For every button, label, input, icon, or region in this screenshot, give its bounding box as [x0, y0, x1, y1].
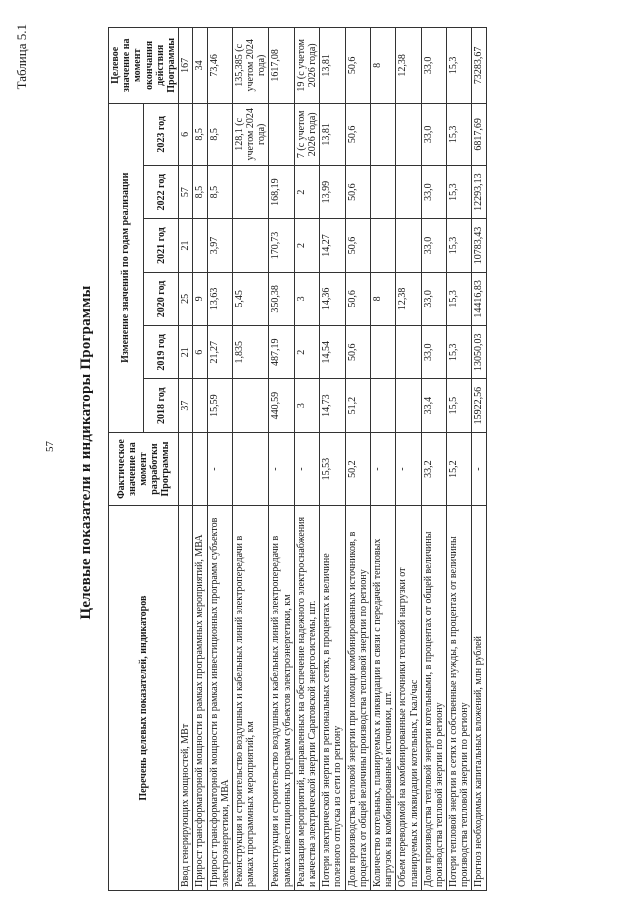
value-cell-y2019: 2 [294, 326, 319, 379]
value-cell-y2022: 168,19 [269, 165, 294, 218]
value-cell-y2020: 14416,83 [472, 272, 486, 325]
value-cell-y2020: 50,6 [345, 272, 370, 325]
value-cell-y2018: 51,2 [345, 379, 370, 432]
indicator-name-cell: Потери электрической энергии в региональных сетях, в процентах к величине полезного отпуска из сети по региону [320, 506, 345, 891]
value-cell-y2022: 8,5 [193, 165, 207, 218]
value-cell-target: 12,38 [396, 28, 421, 104]
value-cell-target: 167 [179, 28, 193, 104]
value-cell-y2020: 13,63 [207, 272, 232, 325]
value-cell-target: 33,0 [421, 28, 446, 104]
table-row [179, 28, 193, 891]
table-row [193, 28, 207, 891]
value-cell-y2022 [396, 165, 421, 218]
value-cell-actual: - [269, 432, 294, 505]
value-cell-y2023: 8,5 [207, 103, 232, 165]
header-indicator: Перечень целевых показателей, индикаторов [109, 506, 179, 891]
value-cell-target: 8 [370, 28, 395, 104]
value-cell-y2019: 13050,03 [472, 326, 486, 379]
value-cell-actual: - [396, 432, 421, 505]
value-cell-y2019: 50,6 [345, 326, 370, 379]
value-cell-y2020: 25 [179, 272, 193, 325]
value-cell-actual [232, 432, 269, 505]
value-cell-actual: - [207, 432, 232, 505]
value-cell-y2019: 33,0 [421, 326, 446, 379]
value-cell-y2019: 15,3 [447, 326, 472, 379]
value-cell-y2021 [193, 219, 207, 272]
value-cell-actual: - [294, 432, 319, 505]
indicator-name-cell: Объем переводимой на комбинированные источники тепловой нагрузки от планируемых к ликвидации котельных, Гкал/час [396, 506, 421, 891]
value-cell-y2018: 440,59 [269, 379, 294, 432]
indicator-name-cell: Реализация мероприятий, направленных на обеспечение надежного электроснабжения и качества электрической энергии Саратовской энергосистемы, шт. [294, 506, 319, 891]
value-cell-y2021: 21 [179, 219, 193, 272]
table-body [179, 28, 487, 891]
value-cell-y2023: 128,1 (с учетом 2024 года) [232, 103, 269, 165]
value-cell-y2023: 6817,69 [472, 103, 486, 165]
value-cell-y2023 [269, 103, 294, 165]
value-cell-y2022: 33,0 [421, 165, 446, 218]
value-cell-y2021 [396, 219, 421, 272]
value-cell-actual [179, 432, 193, 505]
value-cell-y2018 [396, 379, 421, 432]
value-cell-y2019 [396, 326, 421, 379]
value-cell-y2021: 2 [294, 219, 319, 272]
value-cell-y2020: 8 [370, 272, 395, 325]
value-cell-actual: - [472, 432, 486, 505]
value-cell-y2023 [396, 103, 421, 165]
value-cell-y2020: 5,45 [232, 272, 269, 325]
page-number: 57 [44, 441, 56, 452]
indicator-name-cell: Потери тепловой энергии в сетях и собственные нужды, в процентах от величины производства тепловой энергии по региону [447, 506, 472, 891]
value-cell-y2021: 3,97 [207, 219, 232, 272]
value-cell-target: 73283,67 [472, 28, 486, 104]
value-cell-y2021 [232, 219, 269, 272]
value-cell-y2018: 15,59 [207, 379, 232, 432]
value-cell-y2020: 33,0 [421, 272, 446, 325]
value-cell-y2022 [370, 165, 395, 218]
indicators-table [108, 27, 487, 891]
value-cell-y2021: 33,0 [421, 219, 446, 272]
value-cell-y2018: 33,4 [421, 379, 446, 432]
value-cell-actual: 15,53 [320, 432, 345, 505]
header-year: 2021 год [144, 219, 179, 272]
indicator-name-cell: Доля производства тепловой энергии котельными, в процентах от общей величины производства тепловой энергии по региону [421, 506, 446, 891]
value-cell-y2022: 57 [179, 165, 193, 218]
value-cell-y2022: 8,5 [207, 165, 232, 218]
value-cell-y2020: 15,3 [447, 272, 472, 325]
table-row [421, 28, 446, 891]
value-cell-y2018: 3 [294, 379, 319, 432]
value-cell-target: 34 [193, 28, 207, 104]
value-cell-actual: - [370, 432, 395, 505]
value-cell-y2023: 50,6 [345, 103, 370, 165]
value-cell-y2020: 3 [294, 272, 319, 325]
value-cell-target: 73,46 [207, 28, 232, 104]
header-year: 2018 год [144, 379, 179, 432]
value-cell-y2020: 350,38 [269, 272, 294, 325]
table-row [320, 28, 345, 891]
value-cell-y2020: 9 [193, 272, 207, 325]
value-cell-y2022: 2 [294, 165, 319, 218]
indicator-name-cell: Реконструкция и строительство воздушных и кабельных линий электропередачи в рамках инвестиционных программ субъектов электроэнергетики, км [269, 506, 294, 891]
value-cell-y2021 [370, 219, 395, 272]
header-year: 2022 год [144, 165, 179, 218]
indicator-name-cell: Ввод генерирующих мощностей, МВт [179, 506, 193, 891]
value-cell-y2019: 487,19 [269, 326, 294, 379]
value-cell-y2020: 12,38 [396, 272, 421, 325]
value-cell-y2018: 14,73 [320, 379, 345, 432]
table-row [370, 28, 395, 891]
value-cell-y2019: 1,835 [232, 326, 269, 379]
header-year: 2023 год [144, 103, 179, 165]
value-cell-y2021: 50,6 [345, 219, 370, 272]
indicator-name-cell: Реконструкция и строительство воздушных и кабельных линий электропередачи в рамках программных мероприятий, км [232, 506, 269, 891]
header-year: 2020 год [144, 272, 179, 325]
value-cell-y2021: 14,27 [320, 219, 345, 272]
value-cell-target: 1617,08 [269, 28, 294, 104]
value-cell-y2023 [370, 103, 395, 165]
table-row [447, 28, 472, 891]
value-cell-y2021: 10783,43 [472, 219, 486, 272]
value-cell-actual: 50,2 [345, 432, 370, 505]
value-cell-y2022 [232, 165, 269, 218]
value-cell-actual: 33,2 [421, 432, 446, 505]
page-title: Целевые показатели и индикаторы Программы [78, 285, 94, 620]
table-row [345, 28, 370, 891]
value-cell-y2019: 14,54 [320, 326, 345, 379]
value-cell-y2019: 6 [193, 326, 207, 379]
value-cell-target: 135,385 (с учетом 2024 года) [232, 28, 269, 104]
table-row [232, 28, 269, 891]
indicator-name-cell: Прирост трансформаторной мощности в рамках программных мероприятий, МВА [193, 506, 207, 891]
value-cell-y2023: 8,5 [193, 103, 207, 165]
value-cell-y2021: 170,73 [269, 219, 294, 272]
value-cell-y2018 [193, 379, 207, 432]
value-cell-target: 13,81 [320, 28, 345, 104]
value-cell-y2021: 15,3 [447, 219, 472, 272]
value-cell-target: 15,3 [447, 28, 472, 104]
header-changes: Изменение значений по годам реализации [109, 103, 144, 432]
header-target: Целевое значение на момент окончания действия Программы [109, 28, 179, 104]
value-cell-y2023: 33,0 [421, 103, 446, 165]
value-cell-y2019: 21 [179, 326, 193, 379]
table-row [396, 28, 421, 891]
value-cell-y2018: 15922,56 [472, 379, 486, 432]
value-cell-y2019: 21,27 [207, 326, 232, 379]
value-cell-y2023: 15,3 [447, 103, 472, 165]
table-row [269, 28, 294, 891]
value-cell-y2022: 13,99 [320, 165, 345, 218]
value-cell-target: 19 (с учетом 2026 года) [294, 28, 319, 104]
value-cell-y2023: 6 [179, 103, 193, 165]
table-label: Таблица 5.1 [14, 24, 29, 90]
value-cell-y2022: 50,6 [345, 165, 370, 218]
value-cell-y2018: 15,5 [447, 379, 472, 432]
indicator-name-cell: Количество котельных, планируемых к ликвидации в связи с передачей тепловых нагрузок на комбинированные источники, шт. [370, 506, 395, 891]
table-row [207, 28, 232, 891]
header-actual: Фактическое значение на момент разработки Программы [109, 432, 179, 505]
value-cell-actual [193, 432, 207, 505]
value-cell-target: 50,6 [345, 28, 370, 104]
value-cell-y2023: 13,81 [320, 103, 345, 165]
value-cell-y2018 [232, 379, 269, 432]
value-cell-y2019 [370, 326, 395, 379]
indicator-name-cell: Прогноз необходимых капитальных вложений, млн рублей [472, 506, 486, 891]
table-row [472, 28, 486, 891]
value-cell-y2018 [370, 379, 395, 432]
header-year: 2019 год [144, 326, 179, 379]
value-cell-y2022: 12293,13 [472, 165, 486, 218]
value-cell-y2018: 37 [179, 379, 193, 432]
table-row [294, 28, 319, 891]
indicator-name-cell: Прирост трансформаторной мощности в рамках инвестиционных программ субъектов электроэнергетики, МВА [207, 506, 232, 891]
value-cell-y2020: 14,36 [320, 272, 345, 325]
value-cell-y2022: 15,3 [447, 165, 472, 218]
value-cell-actual: 15,2 [447, 432, 472, 505]
indicator-name-cell: Доля производства тепловой энергии при помощи комбинированных источников, в процентах от общей величины производства тепловой энергии по региону [345, 506, 370, 891]
value-cell-y2023: 7 (с учетом 2026 года) [294, 103, 319, 165]
